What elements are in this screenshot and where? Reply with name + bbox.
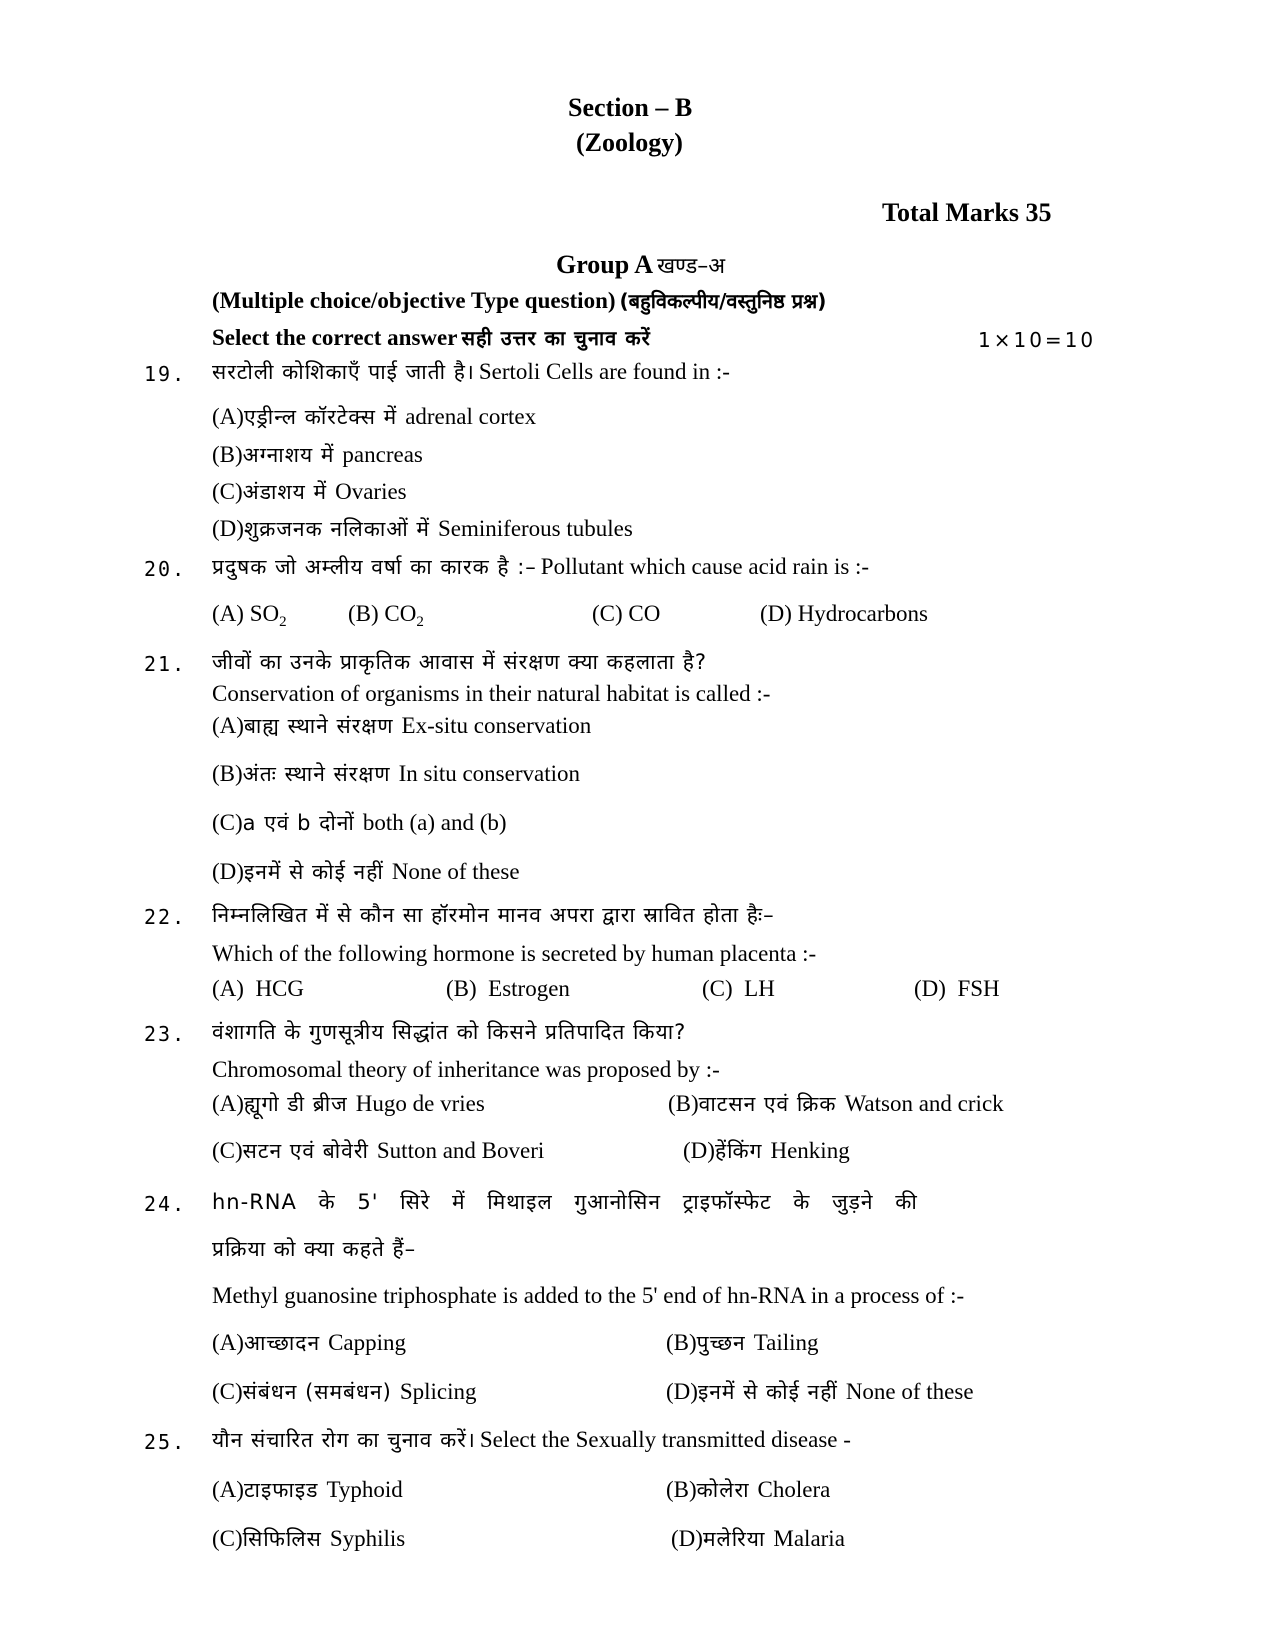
option-en: Sutton and Boveri (376, 1138, 545, 1163)
option-hi: सिफिलिस (242, 1527, 322, 1551)
option-b (666, 1329, 819, 1357)
option-en: CO (628, 601, 661, 626)
option-label: (A) (212, 404, 244, 429)
option-subscript: 2 (416, 614, 424, 630)
option-en: LH (744, 976, 775, 1001)
option-en: Henking (770, 1138, 850, 1163)
option-subscript: 2 (279, 614, 287, 630)
question-text-en: Methyl guanosine triphosphate is added to the 5' end of hn-RNA in a process of :- (212, 1283, 965, 1308)
option-en: Seminiferous tubules (437, 516, 633, 541)
instruction-line (212, 324, 651, 351)
option-hi: अग्नाशय में (242, 443, 335, 467)
question-text-hi: वंशागति के गुणसूत्रीय सिद्धांत को किसने प्रतिपादित किया? (212, 1020, 687, 1044)
option-d (683, 1137, 850, 1165)
subject-title: (Zoology) (576, 128, 683, 157)
question-number: 24. (144, 1192, 187, 1216)
option-en: None of these (845, 1379, 974, 1404)
option-b (212, 760, 580, 788)
option-label: (B) (446, 976, 477, 1001)
option-en: Watson and crick (844, 1091, 1004, 1116)
option-label: (D) (914, 976, 946, 1001)
option-en: Tailing (753, 1330, 819, 1355)
option-hi: इनमें से कोई नहीं (243, 860, 384, 884)
option-label: (C) (212, 479, 243, 504)
option-en: Ovaries (335, 479, 407, 504)
question-text-hi: निम्नलिखित में से कौन सा हॉरमोन मानव अपरा द्वारा स्रावित होता हैः– (212, 903, 775, 927)
question-text (212, 553, 869, 581)
question-text-hi-line2: प्रक्रिया को क्या कहते हैं– (212, 1237, 417, 1261)
option-a (212, 976, 304, 1002)
group-heading-en: Group A (556, 250, 654, 279)
option-label: (D) (760, 601, 792, 626)
option-hi: एड्रीन्ल कॉरटेक्स में (243, 405, 398, 429)
question-type-hi: (बहुविकल्पीय/वस्तुनिष्ठ प्रश्न) (619, 289, 827, 313)
option-d (212, 858, 520, 886)
option-label: (B) (348, 601, 379, 626)
option-en: Hugo de vries (355, 1091, 485, 1116)
option-c (212, 1137, 544, 1165)
question-type-en: (Multiple choice/objective Type question) (212, 288, 616, 313)
option-en: Splicing (399, 1379, 477, 1404)
group-heading (556, 250, 725, 280)
option-hi: ह्यूगो डी ब्रीज (243, 1092, 348, 1116)
option-en: Typhoid (326, 1477, 403, 1502)
group-heading-hi: खण्ड–अ (657, 254, 726, 279)
instruction-en: Select the correct answer (212, 325, 458, 350)
option-en: SO (249, 601, 280, 626)
option-c (592, 601, 660, 627)
option-en: Malaria (773, 1526, 845, 1551)
question-text-hi: जीवों का उनके प्राकृतिक आवास में संरक्षण क्या कहलाता है? (212, 650, 707, 674)
option-b (212, 441, 423, 469)
option-d (760, 601, 928, 627)
option-hi: अंतः स्थाने संरक्षण (242, 762, 391, 786)
question-text-en: Sertoli Cells are found in :- (478, 359, 730, 384)
option-hi: संबंधन (समबंधन) (242, 1380, 392, 1404)
option-en: Syphilis (329, 1526, 406, 1551)
question-type-line (212, 287, 826, 314)
option-en: adrenal cortex (405, 404, 537, 429)
option-d (914, 976, 1000, 1002)
option-label: (C) (212, 810, 243, 835)
option-hi: इनमें से कोई नहीं (697, 1380, 838, 1404)
option-label: (C) (212, 1526, 243, 1551)
option-en: both (a) and (b) (362, 810, 507, 835)
option-c (212, 478, 407, 506)
option-hi: पुच्छन (696, 1331, 746, 1355)
option-label: (B) (666, 1330, 697, 1355)
option-a (212, 601, 287, 630)
question-number: 25. (144, 1430, 187, 1454)
option-hi: टाइफाइड (243, 1478, 319, 1502)
option-hi: कोलेरा (696, 1478, 750, 1502)
option-en: HCG (255, 976, 304, 1001)
option-b (668, 1090, 1004, 1118)
option-en: Estrogen (488, 976, 570, 1001)
question-text (212, 358, 730, 386)
option-c (212, 1525, 405, 1553)
option-label: (B) (668, 1091, 699, 1116)
option-hi: वाटसन एवं क्रिक (698, 1092, 837, 1116)
option-en: CO (384, 601, 417, 626)
option-label: (C) (212, 1138, 243, 1163)
option-en: Ex-situ conservation (401, 713, 592, 738)
question-text-hi: यौन संचारित रोग का चुनाव करें। (212, 1428, 476, 1452)
option-hi: मलेरिया (702, 1527, 766, 1551)
question-number: 22. (144, 905, 187, 929)
option-d (212, 515, 633, 543)
question-text (212, 1426, 851, 1454)
option-en: None of these (391, 859, 520, 884)
question-number: 19. (144, 362, 187, 386)
option-en: Hydrocarbons (797, 601, 928, 626)
option-hi: आच्छादन (243, 1331, 321, 1355)
option-en: Capping (328, 1330, 407, 1355)
total-marks: Total Marks 35 (882, 198, 1052, 227)
question-text-en: Pollutant which cause acid rain is :- (540, 554, 870, 579)
question-number: 20. (144, 557, 187, 581)
option-label: (B) (212, 761, 243, 786)
option-en: FSH (957, 976, 1000, 1001)
option-a (212, 403, 536, 431)
option-label: (A) (212, 1330, 244, 1355)
option-label: (A) (212, 1477, 244, 1502)
option-b (348, 601, 424, 630)
option-label: (A) (212, 713, 244, 738)
option-en: Cholera (757, 1477, 831, 1502)
option-hi: a एवं b दोनों (242, 811, 355, 835)
section-title: Section – B (568, 93, 693, 122)
option-b (666, 1476, 830, 1504)
option-label: (D) (671, 1526, 703, 1551)
option-hi: सटन एवं बोवेरी (242, 1139, 369, 1163)
option-label: (A) (212, 1091, 244, 1116)
option-c (212, 1378, 476, 1406)
option-c (702, 976, 775, 1002)
option-label: (B) (666, 1477, 697, 1502)
question-number: 21. (144, 652, 187, 676)
option-label: (C) (702, 976, 733, 1001)
option-a (212, 1329, 406, 1357)
instruction-hi: सही उत्तर का चुनाव करें (461, 326, 651, 350)
option-hi: अंडाशय में (242, 480, 328, 504)
option-label: (D) (683, 1138, 715, 1163)
option-hi: बाह्य स्थाने संरक्षण (243, 714, 394, 738)
question-text-en: Chromosomal theory of inheritance was proposed by :- (212, 1057, 720, 1082)
option-a (212, 1476, 403, 1504)
option-d (666, 1378, 974, 1406)
marks-scheme: 1×10=10 (978, 328, 1097, 352)
option-label: (C) (592, 601, 623, 626)
question-text-hi: प्रदुषक जो अम्लीय वर्षा का कारक है :– (212, 555, 537, 579)
option-label: (D) (212, 516, 244, 541)
option-hi: हेंकिंग (714, 1139, 763, 1163)
option-label: (B) (212, 442, 243, 467)
option-label: (A) (212, 601, 244, 626)
option-a (212, 1090, 485, 1118)
option-c (212, 809, 507, 837)
question-text-en: Which of the following hormone is secreted by human placenta :- (212, 941, 817, 966)
option-b (446, 976, 570, 1002)
option-label: (C) (212, 1379, 243, 1404)
option-a (212, 712, 591, 740)
question-text-en: Select the Sexually transmitted disease - (479, 1427, 851, 1452)
option-en: pancreas (342, 442, 423, 467)
question-number: 23. (144, 1022, 187, 1046)
question-text-hi-line1: hn-RNA के 5' सिरे में मिथाइल गुआनोसिन ट्राइफॉस्फेट के जुड़ने की (212, 1190, 918, 1214)
question-text-hi: सरटोली कोशिकाएँ पाई जाती है। (212, 360, 475, 384)
option-hi: शुक्रजनक नलिकाओं में (243, 517, 430, 541)
option-en: In situ conservation (398, 761, 580, 786)
question-text-en: Conservation of organisms in their natural habitat is called :- (212, 681, 771, 706)
option-label: (A) (212, 976, 244, 1001)
option-label: (D) (212, 859, 244, 884)
option-d (671, 1525, 845, 1553)
option-label: (D) (666, 1379, 698, 1404)
